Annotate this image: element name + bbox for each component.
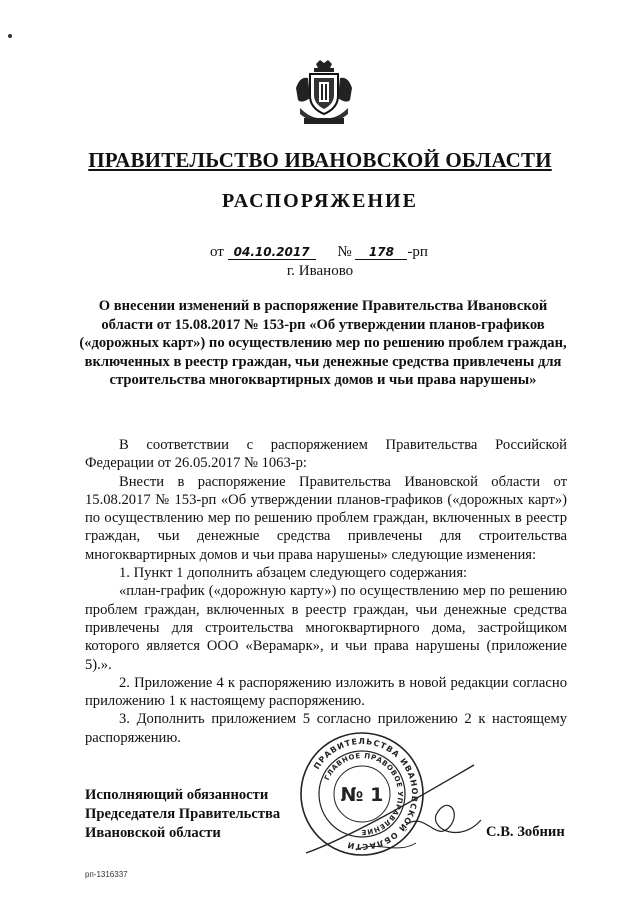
signatory-title-line: Ивановской области bbox=[85, 825, 221, 841]
signatory-title bbox=[85, 786, 280, 843]
government-title: ПРАВИТЕЛЬСТВО ИВАНОВСКОЙ ОБЛАСТИ bbox=[88, 148, 552, 172]
paragraph: 2. Приложение 4 к распоряжению изложить в новой редакции согласно приложению 1 к настоящему распоряжению. bbox=[85, 674, 567, 710]
stamp-outer-text: ПРАВИТЕЛЬСТВА ИВАНОВСКОЙ ОБЛАСТИ bbox=[312, 736, 420, 852]
subject-title: О внесении изменений в распоряжение Правительства Ивановской области от 15.08.2017 № 153-рп «Об утверждении планов-графиков («дорожных карт») по осуществлению мер по решению проблем граждан, включенных в реестр граждан, чьи денежные средства привлечены для строительства многоквартирных домов и чьи права нарушены» bbox=[79, 298, 567, 388]
signatory-title-line: Председателя Правительства bbox=[85, 806, 281, 822]
document-type: РАСПОРЯЖЕНИЕ bbox=[222, 190, 418, 212]
coat-of-arms-icon bbox=[292, 58, 356, 128]
handwritten-signature bbox=[286, 725, 486, 870]
number-prefix: № bbox=[337, 244, 352, 260]
paragraph: В соответствии с распоряжением Правительства Российской Федерации от 26.05.2017 № 1063-р: bbox=[85, 437, 567, 472]
date-number-line bbox=[210, 244, 428, 261]
paragraph: 3. Дополнить приложением 5 согласно приложению 2 к настоящему распоряжению. bbox=[85, 711, 567, 746]
scan-mark bbox=[8, 34, 12, 38]
number-suffix: -рп bbox=[407, 244, 428, 260]
signatory-name: С.В. Зобнин bbox=[486, 824, 565, 840]
signatory-title-line: Исполняющий обязанности bbox=[85, 787, 269, 803]
date-prefix: от bbox=[210, 244, 224, 260]
stamp-inner-text: ГЛАВНОЕ ПРАВОВОЕ УПРАВЛЕНИЕ bbox=[323, 751, 405, 837]
number-value: 178 bbox=[355, 245, 407, 260]
paragraph: Внести в распоряжение Правительства Ивановской области от 15.08.2017 № 153-рп «Об утверждении планов-графиков («дорожных карт») по осуществлению мер по решению проблем граждан, включенных в реестр граждан, чьи денежные средства привлечены для строительства многоквартирных домов и чьи права нарушены» следующие изменения: bbox=[85, 473, 567, 563]
document-body bbox=[85, 436, 567, 747]
date-value: 04.10.2017 bbox=[228, 245, 316, 260]
registration-number: рп-1316337 bbox=[85, 870, 128, 879]
stamp-number: № 1 bbox=[340, 784, 384, 806]
paragraph: 1. Пункт 1 дополнить абзацем следующего содержания: bbox=[119, 565, 468, 582]
city: г. Иваново bbox=[286, 263, 354, 279]
paragraph: «план-график («дорожную карту») по осуществлению мер по решению проблем граждан, включенных в реестр граждан, чьи денежные средства привлечены для строительства многоквартирного дома, застройщиком которого является ООО «Верамарк», и чьи права нарушены (приложение 5).». bbox=[85, 583, 567, 673]
